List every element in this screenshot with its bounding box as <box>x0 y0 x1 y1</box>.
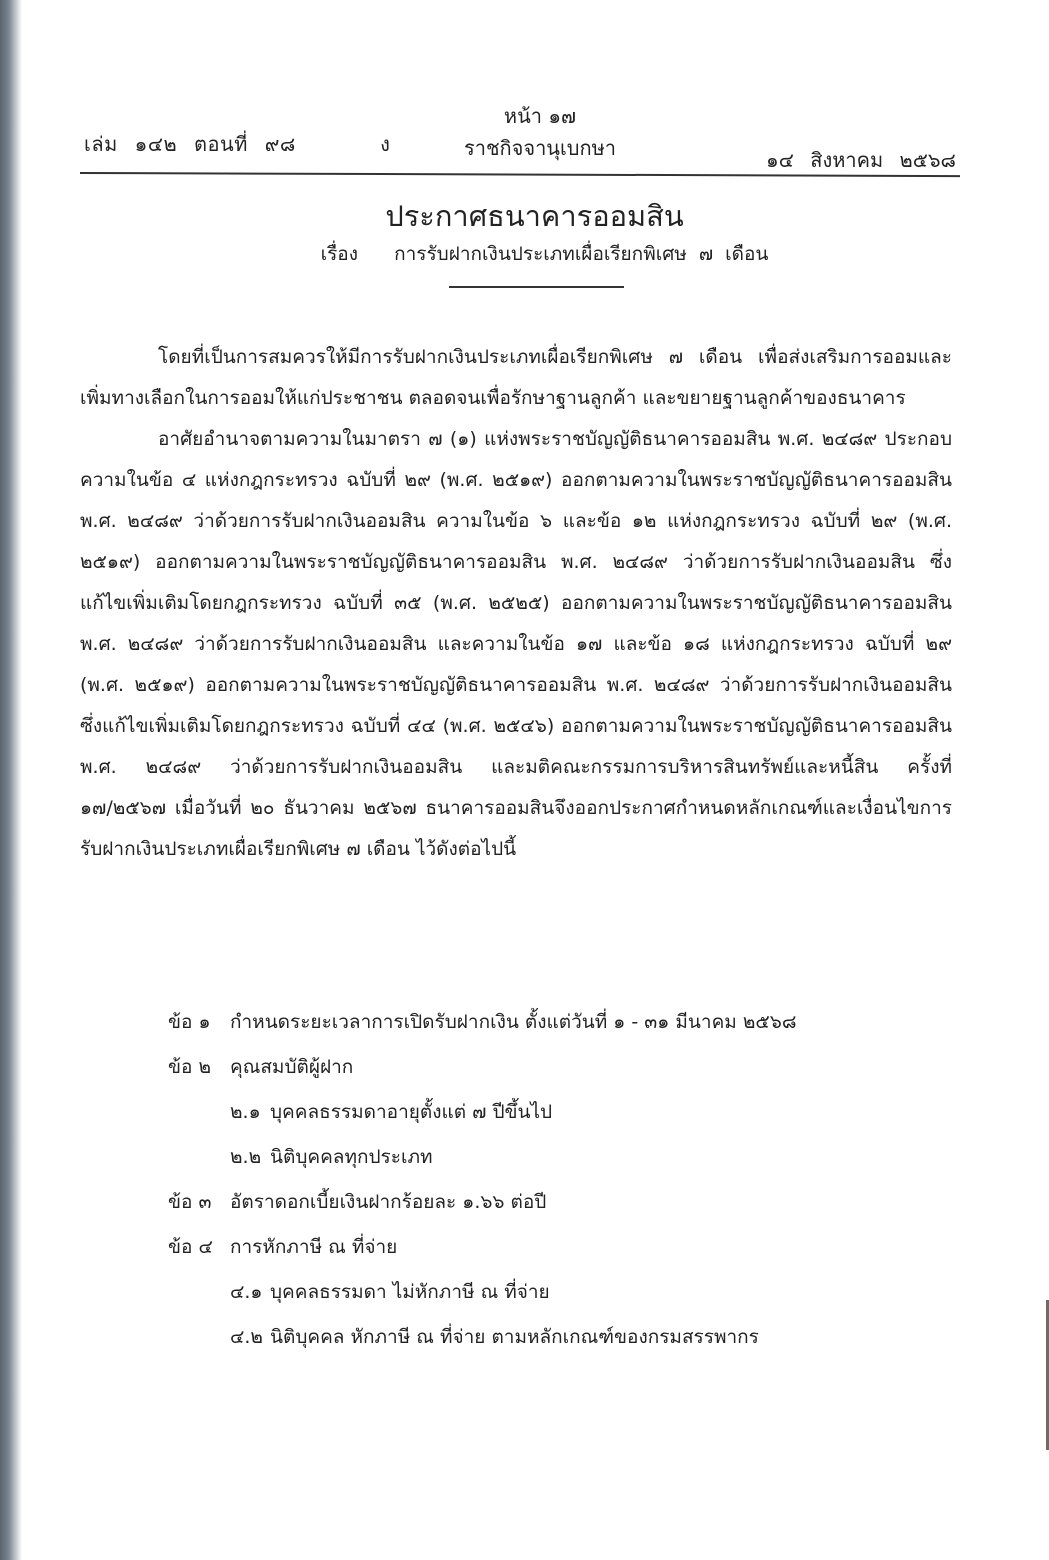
issue-label: ตอนที่ <box>194 132 248 156</box>
sub-item-text: นิติบุคคล หักภาษี ณ ที่จ่าย ตามหลักเกณฑ์ของกรมสรรพากร <box>270 1326 759 1348</box>
clause-4-item-2 <box>230 1315 908 1360</box>
sub-item-text: นิติบุคคลทุกประเภท <box>270 1146 433 1168</box>
clause-1 <box>168 1000 908 1045</box>
issue-number: ๙๘ <box>264 132 296 156</box>
clause-label: ข้อ ๑ <box>168 1011 211 1033</box>
page-label: หน้า <box>503 104 542 128</box>
subject-label: เรื่อง <box>320 243 358 265</box>
clauses-list <box>168 1000 908 1360</box>
publication-date: ๑๔ สิงหาคม ๒๕๖๘ <box>766 148 956 172</box>
clause-2 <box>168 1045 908 1090</box>
clause-text: กำหนดระยะเวลาการเปิดรับฝากเงิน ตั้งแต่วันที่ ๑ - ๓๑ มีนาคม ๒๕๖๘ <box>230 1011 797 1033</box>
preamble-paragraph: โดยที่เป็นการสมควรให้มีการรับฝากเงินประเภทเผื่อเรียกพิเศษ ๗ เดือน เพื่อส่งเสริมการออมและเพิ่มทางเลือกในการออมให้แก่ประชาชน ตลอดจนเพื่อรักษาฐานลูกค้า และขยายฐานลูกค้าของธนาคาร <box>80 346 952 409</box>
clause-3 <box>168 1180 908 1225</box>
sub-item-text: บุคคลธรรมดา ไม่หักภาษี ณ ที่จ่าย <box>270 1281 550 1303</box>
page-number: ๑๗ <box>548 104 577 128</box>
gazette-header <box>80 100 960 190</box>
sub-item-number: ๔.๑ <box>230 1281 263 1303</box>
clause-label: ข้อ ๓ <box>168 1191 212 1213</box>
clause-text: อัตราดอกเบี้ยเงินฝากร้อยละ ๑.๖๖ ต่อปี <box>230 1191 547 1213</box>
clause-4 <box>168 1225 908 1270</box>
volume-number: ๑๔๒ <box>134 132 178 156</box>
volume-label: เล่ม <box>84 132 118 156</box>
document-body <box>80 337 952 870</box>
clause-label: ข้อ ๔ <box>168 1236 213 1258</box>
section-letter: ง <box>380 132 391 156</box>
document-title: ประกาศธนาคารออมสิน <box>385 199 684 233</box>
clause-4-item-1 <box>230 1270 908 1315</box>
subject-text: การรับฝากเงินประเภทเผื่อเรียกพิเศษ ๗ เดือน <box>394 243 769 265</box>
clause-label: ข้อ ๒ <box>168 1056 211 1078</box>
volume-issue <box>84 128 390 160</box>
title-divider <box>449 286 624 288</box>
clause-2-item-2 <box>230 1135 908 1180</box>
sub-item-number: ๔.๒ <box>230 1326 263 1348</box>
document-subject <box>40 236 1049 272</box>
page-publication <box>450 100 630 164</box>
sub-item-text: บุคคลธรรมดาอายุตั้งแต่ ๗ ปีขึ้นไป <box>270 1101 553 1123</box>
publication-name: ราชกิจจานุเบกษา <box>463 136 617 160</box>
page-number-line <box>450 100 630 132</box>
clause-text: คุณสมบัติผู้ฝาก <box>230 1056 354 1078</box>
sub-item-number: ๒.๒ <box>230 1146 262 1168</box>
sub-item-number: ๒.๑ <box>230 1101 261 1123</box>
clause-2-item-1 <box>230 1090 908 1135</box>
clause-text: การหักภาษี ณ ที่จ่าย <box>230 1236 398 1258</box>
legal-basis-paragraph: อาศัยอำนาจตามความในมาตรา ๗ (๑) แห่งพระราชบัญญัติธนาคารออมสิน พ.ศ. ๒๔๘๙ ประกอบความในข้อ ๔ แห่งกฎกระทรวง ฉบับที่ ๒๙ (พ.ศ. ๒๕๑๙) ออกตามความในพระราชบัญญัติธนาคารออมสิน พ.ศ. ๒๔๘๙ ว่าด้วยการรับฝากเงินออมสิน ความในข้อ ๖ และข้อ ๑๒ แห่งกฎกระทรวง ฉบับที่ ๒๙ (พ.ศ. ๒๕๑๙) ออกตามความในพระราชบัญญัติธนาคารออมสิน พ.ศ. ๒๔๘๙ ว่าด้วยการรับฝากเงินออมสิน ซึ่งแก้ไขเพิ่มเติมโดยกฎกระทรวง ฉบับที่ ๓๕ (พ.ศ. ๒๕๒๕) ออกตามความในพระราชบัญญัติธนาคารออมสิน พ.ศ. ๒๔๘๙ ว่าด้วยการรับฝากเงินออมสิน และความในข้อ ๑๗ และข้อ ๑๘ แห่งกฎกระทรวง ฉบับที่ ๒๙ (พ.ศ. ๒๕๑๙) ออกตามความในพระราชบัญญัติธนาคารออมสิน พ.ศ. ๒๔๘๙ ว่าด้วยการรับฝากเงินออมสิน ซึ่งแก้ไขเพิ่มเติมโดยกฎกระทรวง ฉบับที่ ๔๔ (พ.ศ. ๒๕๔๖) ออกตามความในพระราชบัญญัติธนาคารออมสิน พ.ศ. ๒๔๘๙ ว่าด้วยการรับฝากเงินออมสิน และมติคณะกรรมการบริหารสินทรัพย์และหนี้สิน ครั้งที่ ๑๗/๒๕๖๗ เมื่อวันที่ ๒๐ ธันวาคม ๒๕๖๗ ธนาคารออมสินจึงออกประกาศกำหนดหลักเกณฑ์และเงื่อนไขการรับฝากเงินประเภทเผื่อเรียกพิเศษ ๗ เดือน ไว้ดังต่อไปนี้ <box>80 428 952 860</box>
document-title-block <box>0 196 1049 288</box>
